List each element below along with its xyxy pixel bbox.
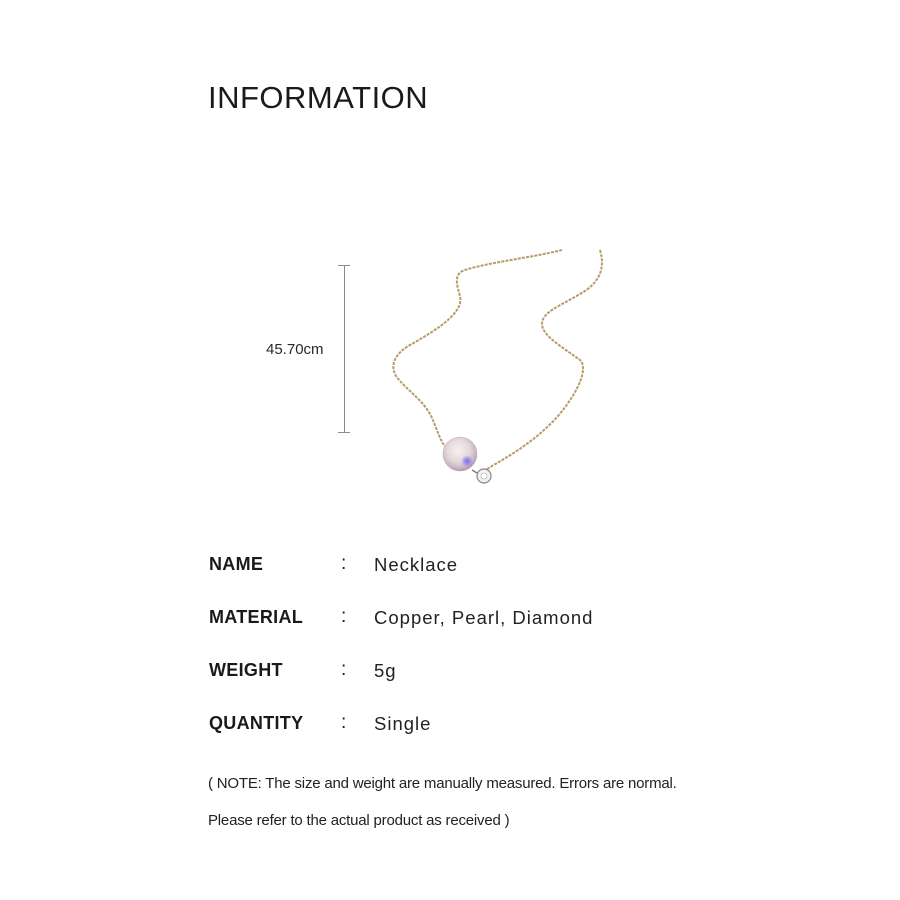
measure-bar: [344, 265, 345, 433]
page-title: INFORMATION: [208, 80, 429, 115]
spec-row-weight: [208, 654, 768, 707]
spec-row-quantity: [208, 707, 768, 760]
length-label: 45.70cm: [266, 341, 324, 358]
note-line-2: Please refer to the actual product as received ): [208, 812, 510, 829]
spec-separator: :: [341, 659, 347, 680]
chain-right: [478, 250, 602, 474]
length-measure-line: [338, 265, 352, 433]
spec-label: WEIGHT: [209, 660, 283, 680]
spec-separator: :: [341, 553, 347, 574]
measure-cap-bottom: [338, 432, 350, 433]
note-line-1: ( NOTE: The size and weight are manually measured. Errors are normal.: [208, 775, 677, 792]
spec-row-material: [208, 601, 768, 654]
spec-row-name: [208, 548, 768, 601]
spec-label: QUANTITY: [209, 713, 304, 733]
spec-label: MATERIAL: [209, 607, 304, 627]
pearl: [443, 437, 477, 471]
spec-value: Single: [374, 713, 432, 734]
spec-value: Necklace: [374, 554, 459, 575]
spec-separator: :: [341, 712, 347, 733]
spec-label: NAME: [209, 554, 264, 574]
chain-left: [393, 250, 562, 448]
spec-value: Copper, Pearl, Diamond: [374, 607, 594, 628]
necklace-photo: [380, 240, 620, 500]
spec-value: 5g: [374, 660, 397, 681]
spec-table: [208, 548, 768, 760]
spec-separator: :: [341, 606, 347, 627]
